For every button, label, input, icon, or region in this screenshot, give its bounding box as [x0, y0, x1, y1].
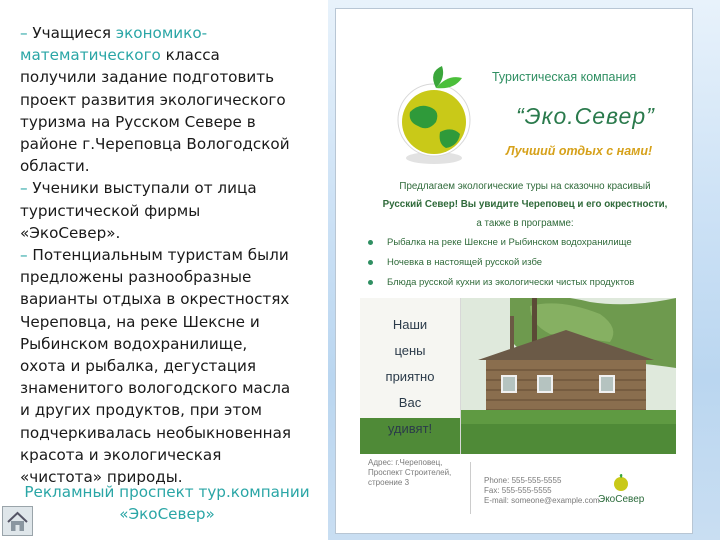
p1-line: области. [20, 157, 90, 176]
p2-line: «ЭкоСевер». [20, 223, 121, 242]
slogan: Лучший отдых с нами! [506, 144, 653, 158]
address-line: Адрес: г.Череповец, [368, 458, 443, 467]
footer-logo-icon [612, 474, 630, 492]
p2-first: Ученики выступали от лица [32, 179, 257, 198]
address-line: Проспект Строителей, [368, 468, 452, 477]
dash-marker: – [20, 246, 33, 265]
bullet-item [368, 277, 634, 288]
p1-line: районе г.Череповца Вологодской [20, 135, 290, 154]
offer-line: а также в программе: [476, 218, 574, 229]
home-button[interactable] [2, 506, 33, 536]
contact-line: Fax: 555-555-5555 [484, 486, 552, 495]
p1-line: получили задание подготовить [20, 68, 275, 87]
p3-line: предложены разнообразные [20, 268, 252, 287]
photo-text-line: Наши [392, 317, 428, 332]
bullet-icon [368, 240, 373, 245]
p3-line: варианты отдыха в окрестностях [20, 290, 290, 309]
company-name: “Эко.Север” [516, 103, 655, 129]
address-line: строение 3 [368, 478, 410, 487]
dash-marker: – [20, 179, 33, 198]
eco-globe-logo [388, 62, 480, 170]
home-icon [3, 507, 32, 535]
paragraph-1 [20, 22, 325, 177]
offer-line: Русский Север! Вы увидите Череповец и его окрестности, [382, 199, 668, 210]
slide-caption [8, 481, 326, 525]
footer-address [368, 458, 468, 488]
offer-line: Предлагаем экологические туры на сказочно красивый [399, 181, 651, 192]
text-panel [0, 0, 328, 540]
p3-line: Череповца, на реке Шексне и [20, 312, 260, 331]
bullet-text: Блюда русской кухни из экологически чистых продуктов [387, 277, 635, 288]
caption-line-2: «ЭкоСевер» [119, 505, 215, 524]
brochure-photo [360, 298, 676, 454]
bullet-icon [368, 260, 373, 265]
p1-pre: Учащиеся [32, 24, 116, 42]
p2-line: туристической фирмы [20, 201, 201, 220]
photo-text-line: удивят! [387, 421, 433, 436]
p3-line: Рыбинском водохранилище, [20, 334, 248, 353]
caption-line-1: Рекламный проспект тур.компании [24, 483, 310, 501]
p1-line: проект развития экологического [20, 90, 286, 109]
p3-line: подчеркивалась необыкновенная [20, 423, 292, 442]
contact-line: E-mail: someone@example.com [484, 496, 600, 505]
p1-highlight-b: математического [20, 46, 161, 65]
p1-highlight-a: экономико- [115, 24, 208, 42]
photo-text [360, 312, 460, 442]
p3-line: охота и рыбалка, дегустация [20, 357, 257, 376]
p3-line: красота и экологическая [20, 445, 222, 464]
dash-marker: – [20, 24, 33, 42]
bullet-text: Рыбалка на реке Шексне и Рыбинском водохранилище [387, 237, 632, 248]
photo-text-line: Вас [398, 395, 422, 410]
bullet-item [368, 237, 632, 248]
contact-line: Phone: 555-555-5555 [484, 476, 562, 485]
company-type: Туристическая компания [492, 70, 637, 84]
bullet-text: Ночевка в настоящей русской избе [387, 257, 543, 268]
photo-text-line: приятно [385, 369, 435, 384]
slide-text [20, 22, 325, 488]
p1-rest: класса [160, 46, 220, 65]
paragraph-2 [20, 177, 325, 244]
footer-divider [470, 462, 471, 514]
footer-contacts [484, 476, 604, 506]
footer-logo-text: ЭкоСевер [598, 494, 645, 505]
bullet-item [368, 257, 542, 268]
p1-line: туризма на Русском Севере в [20, 112, 256, 131]
photo-text-line: цены [394, 343, 426, 358]
p3-first: Потенциальным туристам были [32, 246, 289, 265]
p3-line: и других продуктов, при этом [20, 401, 262, 420]
p3-line: «чистота» природы. [20, 468, 183, 487]
bullet-icon [368, 280, 373, 285]
p3-line: знаменитого вологодского масла [20, 379, 291, 398]
paragraph-3 [20, 244, 325, 488]
